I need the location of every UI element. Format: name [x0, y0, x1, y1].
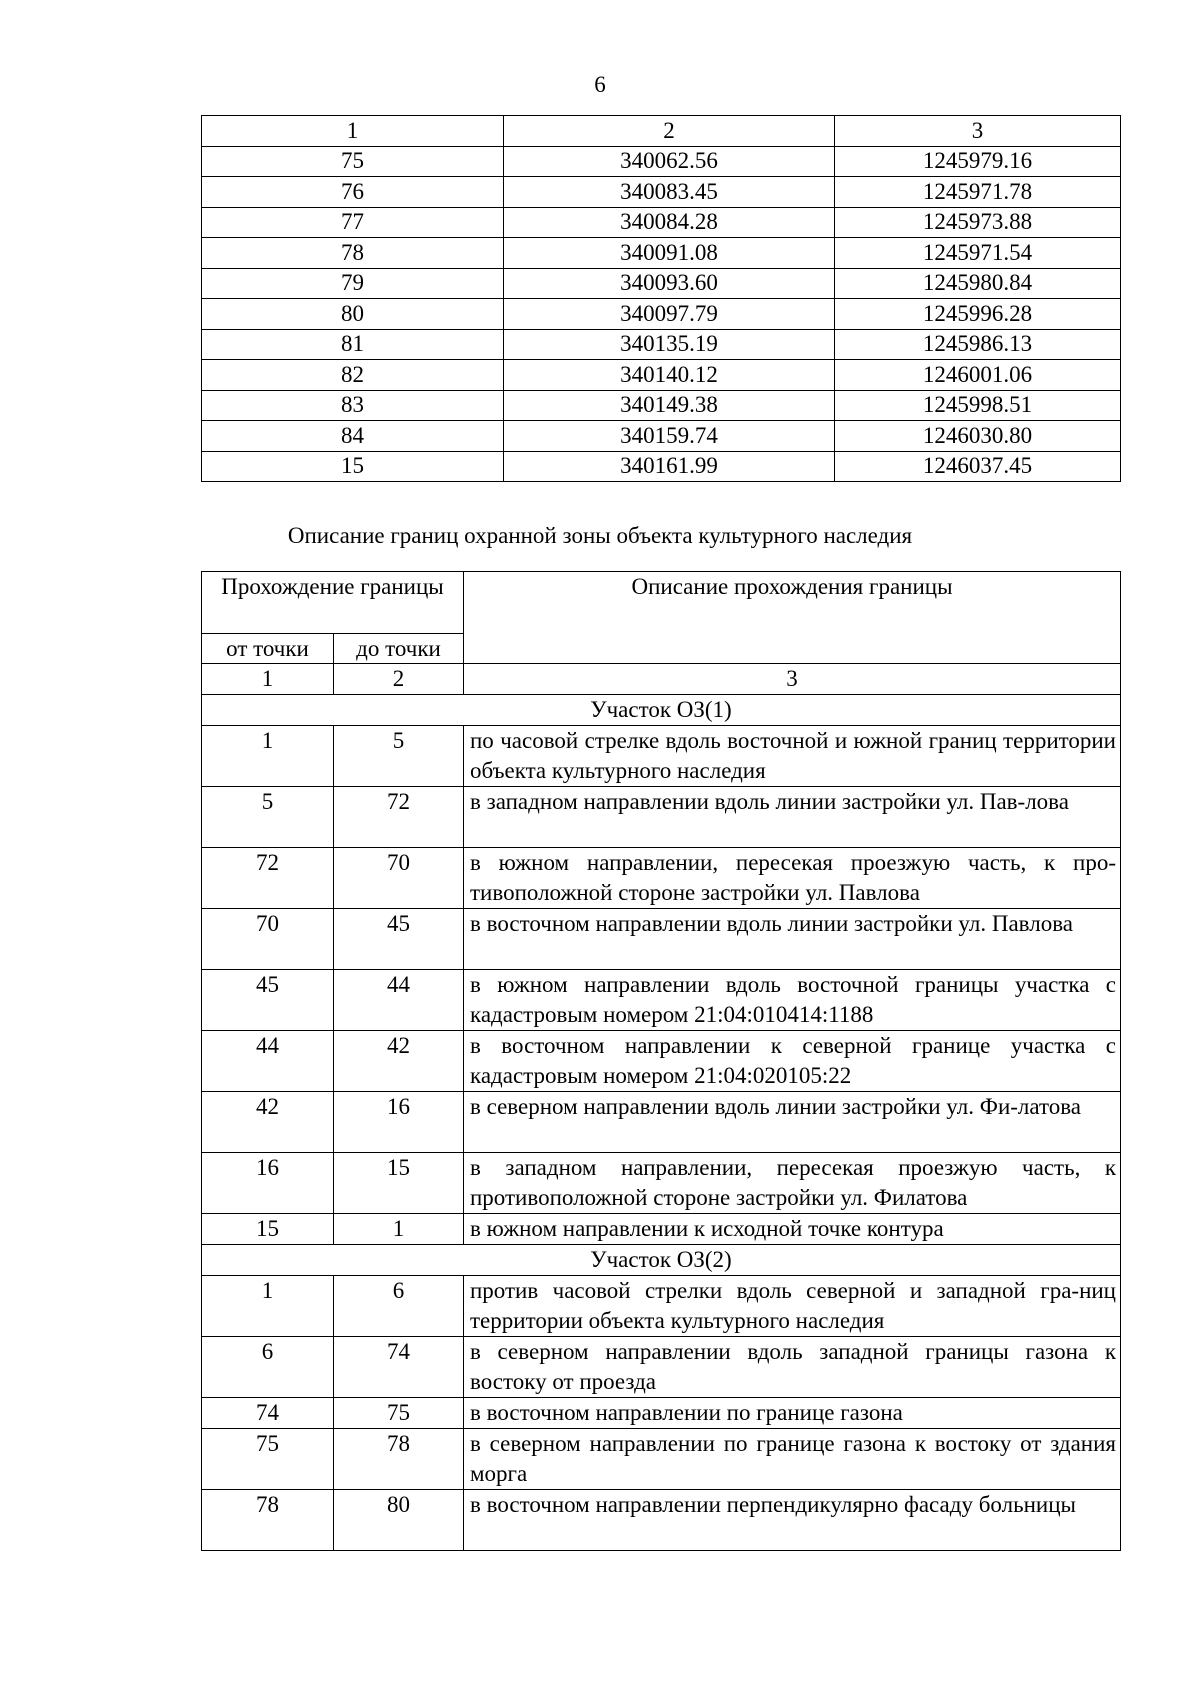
table-header-row — [202, 572, 1121, 634]
section-heading: Участок ОЗ(2) — [202, 1245, 1121, 1276]
coordinate-x: 340159.74 — [504, 421, 835, 452]
table-row — [202, 1429, 1121, 1490]
from-point: 15 — [202, 1214, 334, 1245]
table-row — [202, 1214, 1121, 1245]
to-point: 74 — [334, 1337, 464, 1398]
from-point: 75 — [202, 1429, 334, 1490]
boundary-description: в восточном направлении перпендикулярно фасаду больницы — [464, 1490, 1121, 1551]
boundary-description: в южном направлении, пересекая проезжую часть, к про-тивоположной стороне застройки ул. Павлова — [464, 848, 1121, 909]
table-row — [202, 360, 1121, 391]
table-row — [202, 268, 1121, 299]
from-point: 42 — [202, 1092, 334, 1153]
to-point: 45 — [334, 909, 464, 970]
column-number-3: 3 — [835, 116, 1121, 147]
boundary-description: в западном направлении, пересекая проезжую часть, к противоположной стороне застройки ул. Филатова — [464, 1153, 1121, 1214]
coordinate-y: 1245986.13 — [835, 329, 1121, 360]
table-row — [202, 970, 1121, 1031]
coordinate-x: 340161.99 — [504, 451, 835, 482]
to-point: 1 — [334, 1214, 464, 1245]
table-row — [202, 329, 1121, 360]
page-number: 6 — [594, 72, 606, 97]
section-heading: Участок ОЗ(1) — [202, 695, 1121, 726]
table-row — [202, 787, 1121, 848]
table-row — [202, 146, 1121, 177]
coordinate-y: 1245979.16 — [835, 146, 1121, 177]
table-row — [202, 1092, 1121, 1153]
boundary-description: по часовой стрелке вдоль восточной и южной границ территории объекта культурного наследия — [464, 726, 1121, 787]
from-point: 45 — [202, 970, 334, 1031]
coordinate-x: 340093.60 — [504, 268, 835, 299]
coordinate-x: 340135.19 — [504, 329, 835, 360]
table-row — [202, 1031, 1121, 1092]
table-row — [202, 726, 1121, 787]
coordinate-y: 1245998.51 — [835, 390, 1121, 421]
table-row — [202, 299, 1121, 330]
from-point: 16 — [202, 1153, 334, 1214]
table-row — [202, 207, 1121, 238]
to-point: 80 — [334, 1490, 464, 1551]
table-row — [202, 421, 1121, 452]
point-number: 81 — [202, 329, 504, 360]
point-number: 77 — [202, 207, 504, 238]
boundary-description: в восточном направлении по границе газона — [464, 1398, 1121, 1429]
header-from-point: от точки — [202, 634, 334, 664]
coordinate-y: 1245973.88 — [835, 207, 1121, 238]
coordinate-y: 1245971.54 — [835, 238, 1121, 269]
from-point: 1 — [202, 1276, 334, 1337]
boundary-description: в южном направлении к исходной точке контура — [464, 1214, 1121, 1245]
to-point: 42 — [334, 1031, 464, 1092]
coordinate-y: 1246030.80 — [835, 421, 1121, 452]
coordinate-y: 1245980.84 — [835, 268, 1121, 299]
table-row — [202, 1337, 1121, 1398]
boundary-description: в северном направлении по границе газона к востоку от здания морга — [464, 1429, 1121, 1490]
table-row — [202, 1153, 1121, 1214]
coordinate-x: 340084.28 — [504, 207, 835, 238]
from-point: 1 — [202, 726, 334, 787]
boundary-description: в южном направлении вдоль восточной границы участка с кадастровым номером 21:04:010414:1188 — [464, 970, 1121, 1031]
coordinate-x: 340091.08 — [504, 238, 835, 269]
to-point: 16 — [334, 1092, 464, 1153]
table-row — [202, 1398, 1121, 1429]
coordinate-y: 1245971.78 — [835, 177, 1121, 208]
to-point: 78 — [334, 1429, 464, 1490]
point-number: 82 — [202, 360, 504, 391]
column-number-2: 2 — [504, 116, 835, 147]
coordinate-y: 1246001.06 — [835, 360, 1121, 391]
table-row — [202, 1490, 1121, 1551]
from-point: 5 — [202, 787, 334, 848]
point-number: 83 — [202, 390, 504, 421]
to-point: 75 — [334, 1398, 464, 1429]
table-row — [202, 390, 1121, 421]
point-number: 80 — [202, 299, 504, 330]
from-point: 6 — [202, 1337, 334, 1398]
point-number: 84 — [202, 421, 504, 452]
coordinate-x: 340083.45 — [504, 177, 835, 208]
from-point: 44 — [202, 1031, 334, 1092]
section-title: Описание границ охранной зоны объекта культурного наследия — [287, 523, 913, 548]
point-number: 78 — [202, 238, 504, 269]
coordinate-x: 340097.79 — [504, 299, 835, 330]
table-header-row — [202, 116, 1121, 147]
column-number-2: 2 — [334, 664, 464, 695]
coordinate-x: 340140.12 — [504, 360, 835, 391]
to-point: 5 — [334, 726, 464, 787]
boundary-description: против часовой стрелки вдоль северной и западной гра-ниц территории объекта культурного наследия — [464, 1276, 1121, 1337]
coordinate-y: 1246037.45 — [835, 451, 1121, 482]
boundary-description: в северном направлении вдоль линии застройки ул. Фи-латова — [464, 1092, 1121, 1153]
coordinates-table — [201, 115, 1121, 482]
boundary-description: в западном направлении вдоль линии застройки ул. Пав-лова — [464, 787, 1121, 848]
table-row — [202, 1276, 1121, 1337]
table-row — [202, 848, 1121, 909]
to-point: 6 — [334, 1276, 464, 1337]
column-numbers-row — [202, 664, 1121, 695]
coordinate-y: 1245996.28 — [835, 299, 1121, 330]
point-number: 75 — [202, 146, 504, 177]
section-row — [202, 695, 1121, 726]
boundary-description: в восточном направлении к северной границе участка с кадастровым номером 21:04:020105:22 — [464, 1031, 1121, 1092]
point-number: 79 — [202, 268, 504, 299]
to-point: 72 — [334, 787, 464, 848]
section-row — [202, 1245, 1121, 1276]
table-row — [202, 238, 1121, 269]
header-boundary-passage: Прохождение границы — [202, 572, 464, 634]
from-point: 78 — [202, 1490, 334, 1551]
column-number-1: 1 — [202, 116, 504, 147]
to-point: 70 — [334, 848, 464, 909]
table-row — [202, 177, 1121, 208]
coordinate-x: 340062.56 — [504, 146, 835, 177]
table-row — [202, 909, 1121, 970]
point-number: 15 — [202, 451, 504, 482]
to-point: 44 — [334, 970, 464, 1031]
from-point: 74 — [202, 1398, 334, 1429]
boundary-description-table — [201, 571, 1121, 1551]
from-point: 72 — [202, 848, 334, 909]
table-row — [202, 451, 1121, 482]
boundary-description: в восточном направлении вдоль линии застройки ул. Павлова — [464, 909, 1121, 970]
header-boundary-description: Описание прохождения границы — [464, 572, 1121, 664]
coordinate-x: 340149.38 — [504, 390, 835, 421]
to-point: 15 — [334, 1153, 464, 1214]
from-point: 70 — [202, 909, 334, 970]
point-number: 76 — [202, 177, 504, 208]
boundary-description: в северном направлении вдоль западной границы газона к востоку от проезда — [464, 1337, 1121, 1398]
column-number-1: 1 — [202, 664, 334, 695]
header-to-point: до точки — [334, 634, 464, 664]
column-number-3: 3 — [464, 664, 1121, 695]
